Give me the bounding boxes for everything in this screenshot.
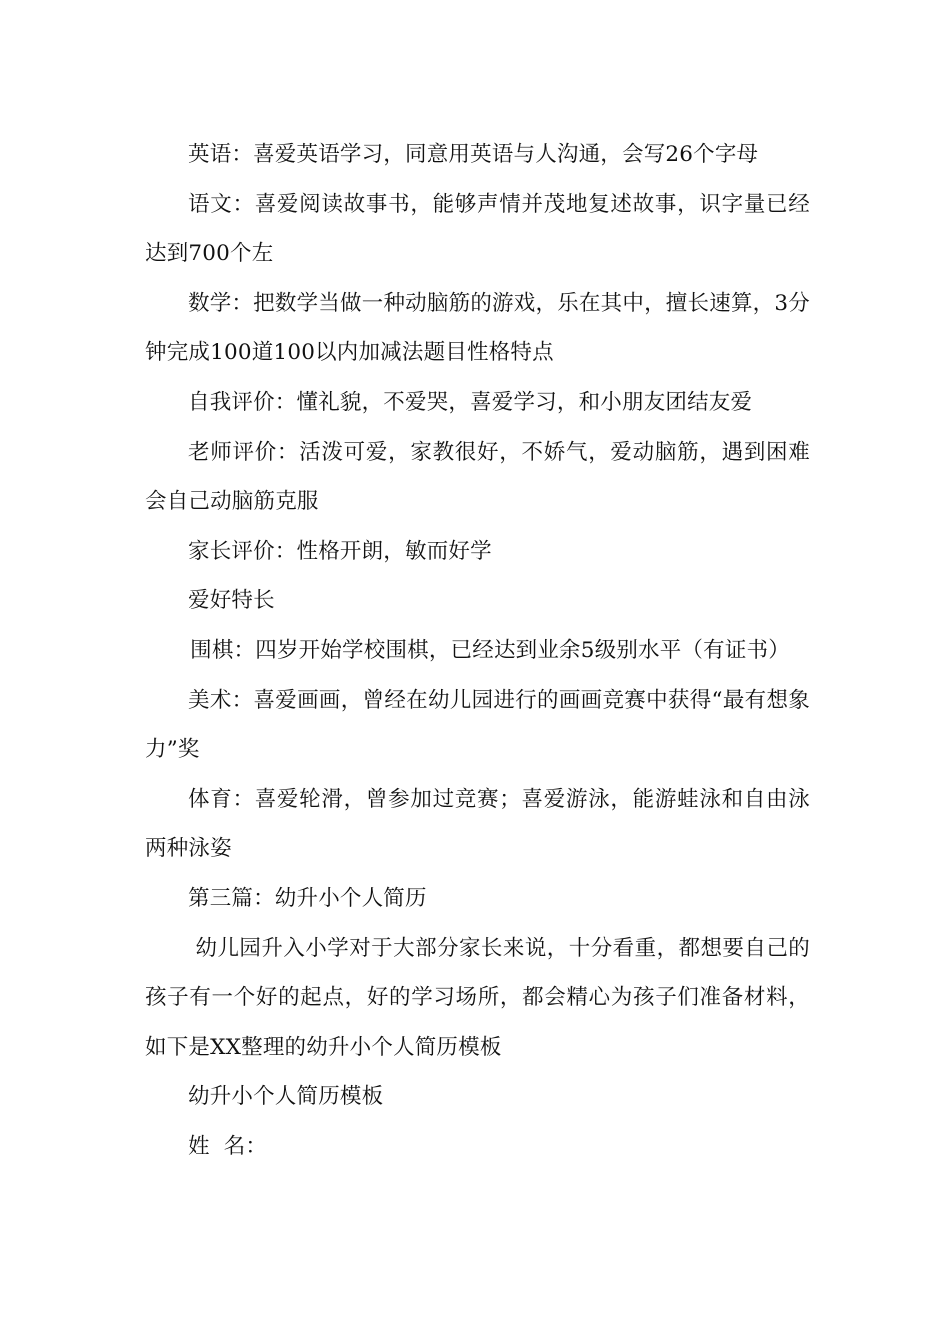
paragraph-introduction: 幼儿园升入小学对于大部分家长来说，十分看重，都想要自己的孩子有一个好的起点，好的学习场所，都会精心为孩子们准备材料，如下是XX整理的幼升小个人简历模板 <box>145 935 810 1060</box>
section-heading-part-three: 第三篇：幼升小个人简历 <box>188 885 427 911</box>
section-heading-template: 幼升小个人简历模板 <box>188 1084 384 1110</box>
name-label-first-char: 姓 <box>188 1133 210 1159</box>
field-label-name <box>145 1122 810 1172</box>
paragraph-english: 英语：喜爱英语学习，同意用英语与人沟通，会写26个字母 <box>188 142 759 167</box>
paragraph-self-evaluation: 自我评价：懂礼貌，不爱哭，喜爱学习，和小朋友团结友爱 <box>188 389 753 415</box>
paragraph-math: 数学：把数学当做一种动脑筋的游戏，乐在其中，擅长速算，3分钟完成100道100以内加减法题目性格特点 <box>145 290 810 366</box>
paragraph-sports: 体育：喜爱轮滑，曾参加过竞赛；喜爱游泳，能游蛙泳和自由泳两种泳姿 <box>145 786 810 862</box>
section-heading-hobbies: 爱好特长 <box>188 588 275 614</box>
paragraph-go-chess: 围棋：四岁开始学校围棋，已经达到业余5级别水平（有证书） <box>190 637 790 663</box>
paragraph-teacher-evaluation: 老师评价：活泼可爱，家教很好，不娇气，爱动脑筋，遇到困难会自己动脑筋克服 <box>145 439 810 515</box>
document-body <box>145 130 810 1171</box>
name-label-second-char: 名： <box>223 1133 268 1159</box>
paragraph-art: 美术：喜爱画画，曾经在幼儿园进行的画画竞赛中获得“最有想象力”奖 <box>145 687 810 763</box>
paragraph-chinese: 语文：喜爱阅读故事书，能够声情并茂地复述故事，识字量已经达到700个左 <box>145 191 810 267</box>
paragraph-parent-evaluation: 家长评价：性格开朗，敏而好学 <box>188 538 492 564</box>
